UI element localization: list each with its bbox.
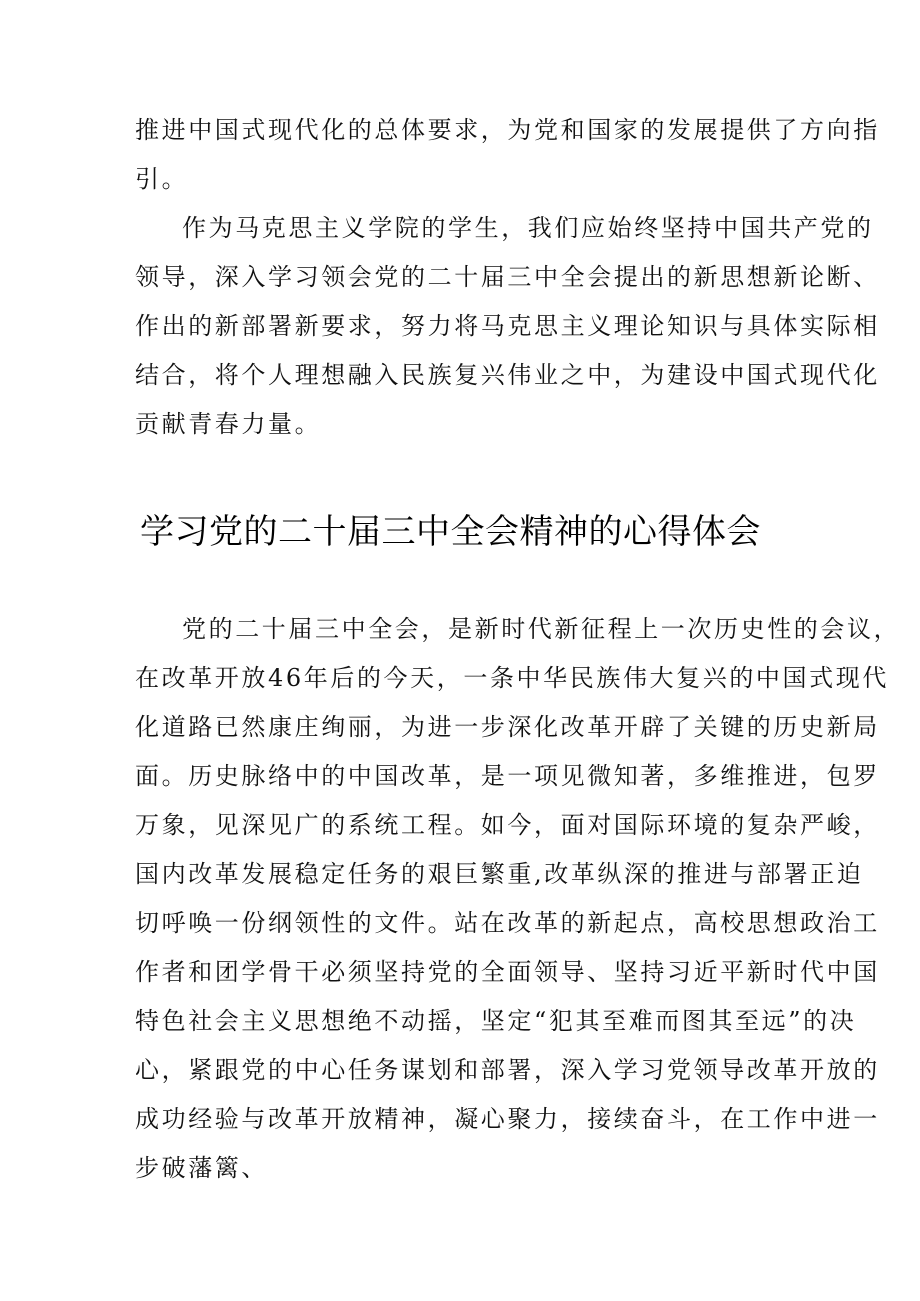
body-line-9: 特色社会主义思想绝不动摇，坚定“犯其至难而图其至远”的决 xyxy=(135,1007,857,1035)
paragraph2-line-2: 领导，深入学习领会党的二十届三中全会提出的新思想新论断、 xyxy=(135,263,880,291)
body-line-5: 万象，见深见广的系统工程。如今，面对国际环境的复杂严峻， xyxy=(135,811,880,839)
intro-line-2: 引。 xyxy=(135,165,189,193)
paragraph2-line-1: 作为马克思主义学院的学生，我们应始终坚持中国共产党的 xyxy=(182,214,874,242)
paragraph2-line-3: 作出的新部署新要求，努力将马克思主义理论知识与具体实际相 xyxy=(135,312,880,340)
paragraph2-line-4: 结合，将个人理想融入民族复兴伟业之中，为建设中国式现代化 xyxy=(135,361,880,389)
section-heading: 学习党的二十届三中全会精神的心得体会 xyxy=(140,512,761,552)
body-line-10: 心，紧跟党的中心任务谋划和部署，深入学习党领导改革开放的 xyxy=(135,1056,880,1084)
intro-line-1: 推进中国式现代化的总体要求，为党和国家的发展提供了方向指 xyxy=(135,116,880,144)
body-line-8: 作者和团学骨干必须坚持党的全面领导、坚持习近平新时代中国 xyxy=(135,958,880,986)
body-line-3: 化道路已然康庄绚丽，为进一步深化改革开辟了关键的历史新局 xyxy=(135,713,880,741)
body-line-12: 步破藩篱、 xyxy=(135,1154,268,1182)
body-line-7: 切呼唤一份纲领性的文件。站在改革的新起点，高校思想政治工 xyxy=(135,909,880,937)
body-line-1: 党的二十届三中全会，是新时代新征程上一次历史性的会议， xyxy=(182,615,901,643)
body-line-11: 成功经验与改革开放精神，凝心聚力，接续奋斗，在工作中进一 xyxy=(135,1105,880,1133)
paragraph2-line-5: 贡献青春力量。 xyxy=(135,410,322,438)
body-line-2: 在改革开放46年后的今天，一条中华民族伟大复兴的中国式现代 xyxy=(135,664,889,692)
body-line-6: 国内改革发展稳定任务的艰巨繁重,改革纵深的推进与部署正迫 xyxy=(135,860,864,888)
body-line-4: 面。历史脉络中的中国改革，是一项见微知著，多维推进，包罗 xyxy=(135,762,880,790)
